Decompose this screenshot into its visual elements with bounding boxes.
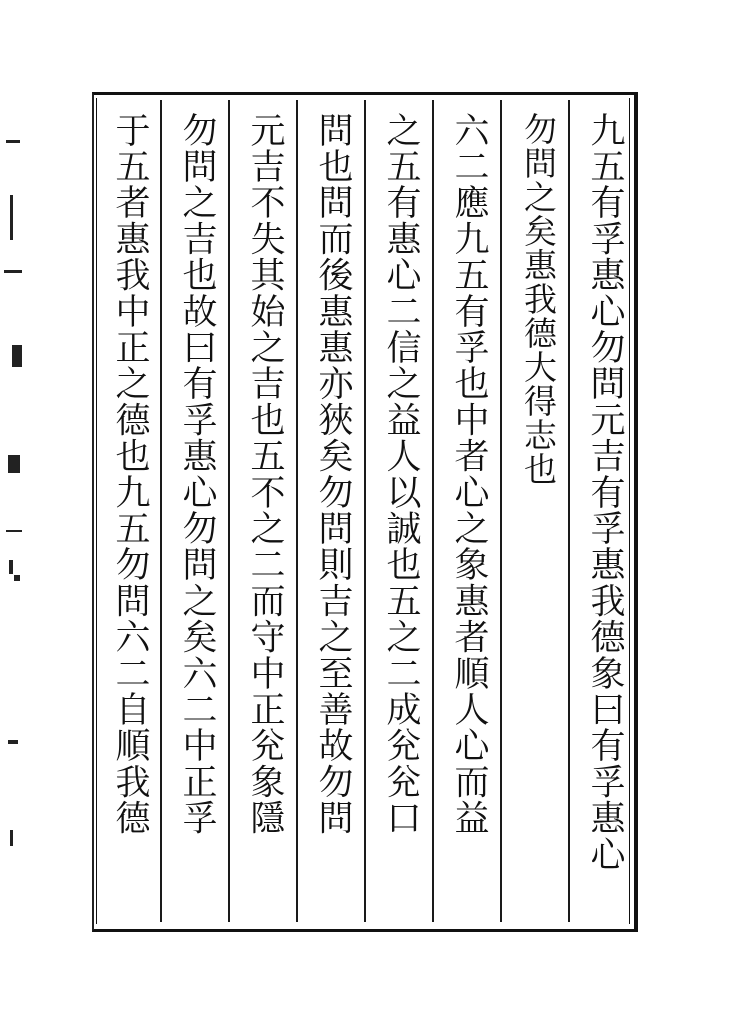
binding-edge [0, 60, 28, 910]
text-column-2: 勿問之矣惠我德大得志也 [519, 112, 558, 486]
text-column-4: 之五有惠心二信之益人以誠也五之二成兊兊口 [381, 112, 421, 836]
column-rule [500, 100, 502, 922]
text-column-7: 勿問之吉也故曰有孚惠心勿問之矣六二中正孚 [177, 112, 217, 836]
text-column-3: 六二應九五有孚也中者心之象惠者順人心而益 [449, 112, 489, 836]
column-rule [364, 100, 366, 922]
text-column-5: 問也問而後惠惠亦狹矣勿問則吉之至善故勿問 [313, 112, 353, 836]
column-rule [160, 100, 162, 922]
column-rule [432, 100, 434, 922]
text-column-8: 于五者惠我中正之德也九五勿問六二自順我德 [110, 112, 150, 836]
column-rule [296, 100, 298, 922]
column-rule [228, 100, 230, 922]
text-column-1: 九五有孚惠心勿問元吉有孚惠我德象曰有孚惠心 [585, 112, 625, 873]
column-rule [568, 100, 570, 922]
text-column-6: 元吉不失其始之吉也五不之二而守中正兊象隱 [245, 112, 285, 836]
